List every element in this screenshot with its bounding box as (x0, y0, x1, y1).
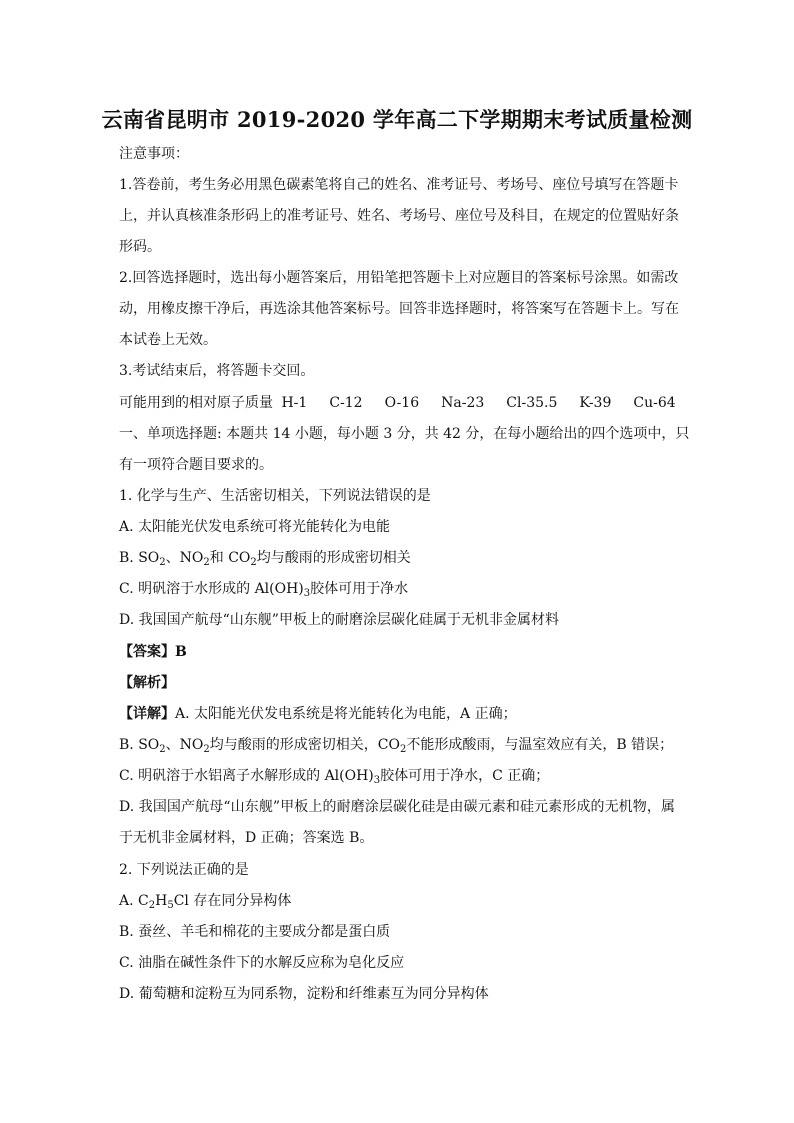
text-run: B. SO (119, 737, 160, 753)
notice-heading: 注意事项： (119, 146, 189, 162)
question-1-detail-d-line-2: 于无机非金属材料，D 正确；答案选 B。 (119, 830, 374, 846)
question-2-stem: 2. 下列说法正确的是 (119, 862, 249, 878)
question-2-option-b: B. 蚕丝、羊毛和棉花的主要成分都是蛋白质 (119, 924, 391, 940)
question-1-option-c (119, 579, 408, 599)
text-run: A. C (119, 893, 149, 909)
question-1-analysis-label: 【解析】 (119, 675, 175, 691)
question-2-option-a (119, 891, 291, 911)
question-1-detail-b (119, 735, 673, 755)
question-1-detail-c (119, 766, 549, 786)
subscript: 5 (167, 900, 174, 911)
atomic-mass-item: C-12 (329, 395, 363, 411)
atomic-mass-item: Na-23 (441, 395, 485, 411)
notice-item-2-line-3: 本试卷上无效。 (119, 332, 217, 348)
text-run: H (155, 893, 168, 909)
text-run: 和 CO (209, 550, 251, 566)
text-run: 均与酸雨的形成密切相关，CO (209, 737, 400, 753)
notice-item-1-line-2: 上，并认真核准条形码上的准考证号、姓名、考场号、座位号及科目，在规定的位置贴好条 (119, 208, 679, 224)
atomic-mass-line (119, 393, 698, 413)
question-1-detail-d-line-1: D. 我国国产航母“山东舰”甲板上的耐磨涂层碳化硅是由碳元素和硅元素形成的无机物，属 (119, 799, 675, 815)
notice-item-3: 3.考试结束后，将答题卡交回。 (119, 363, 315, 379)
detail-label: 【详解】 (119, 706, 175, 722)
atomic-mass-item: O-16 (384, 395, 420, 411)
notice-item-1-line-1: 1.答卷前，考生务必用黑色碳素笔将自己的姓名、准考证号、考场号、座位号填写在答题卡 (119, 177, 679, 193)
atomic-mass-item: Cu-64 (633, 395, 676, 411)
text-run: 、NO (165, 550, 204, 566)
subscript: 2 (159, 744, 166, 755)
section-1-heading-line-2: 有一项符合题目要求的。 (119, 457, 273, 473)
question-1-detail-a (119, 704, 517, 724)
subscript: 2 (399, 744, 407, 755)
notice-item-1-line-3: 形码。 (119, 239, 161, 255)
subscript: 3 (303, 588, 311, 599)
notice-item-2-line-2: 动，用橡皮擦干净后，再选涂其他答案标号。回答非选择题时，将答案写在答题卡上。写在 (119, 301, 679, 317)
question-1-stem: 1. 化学与生产、生活密切相关，下列说法错误的是 (119, 488, 431, 504)
text-run: C. 明矾溶于水铝离子水解形成的 Al(OH) (119, 768, 374, 784)
text-run: Cl 存在同分异构体 (173, 893, 292, 909)
question-1-option-d: D. 我国国产航母“山东舰”甲板上的耐磨涂层碳化硅属于无机非金属材料 (119, 612, 559, 628)
subscript: 3 (373, 775, 381, 786)
notice-item-2-line-1: 2.回答选择题时，选出每小题答案后，用铅笔把答题卡上对应题目的答案标号涂黑。如需改 (119, 270, 679, 286)
atomic-mass-item: Cl-35.5 (506, 395, 558, 411)
text-run: 均与酸雨的形成密切相关 (256, 550, 411, 566)
question-1-option-a: A. 太阳能光伏发电系统可将光能转化为电能 (119, 519, 391, 535)
subscript: 2 (250, 557, 257, 568)
atomic-mass-label: 可能用到的相对原子质量 (119, 395, 273, 411)
question-1-answer: 【答案】B (119, 644, 187, 660)
text-run: C. 明矾溶于水形成的 Al(OH) (119, 581, 304, 597)
page-title: 云南省昆明市 2019-2020 学年高二下学期期末考试质量检测 (101, 107, 693, 132)
text-run: B. SO (119, 550, 160, 566)
question-1-option-b (119, 548, 411, 568)
question-2-option-c: C. 油脂在碱性条件下的水解反应称为皂化反应 (119, 955, 405, 971)
atomic-mass-item: K-39 (579, 395, 612, 411)
subscript: 2 (203, 557, 210, 568)
text-run: 不能形成酸雨，与温室效应有关，B 错误； (406, 737, 674, 753)
text-run: 胶体可用于净水，C 正确； (380, 768, 550, 784)
text-run: 胶体可用于净水 (310, 581, 409, 597)
text-run: A. 太阳能光伏发电系统是将光能转化为电能，A 正确； (175, 706, 517, 722)
text-run: 、NO (165, 737, 204, 753)
subscript: 2 (148, 900, 156, 911)
subscript: 2 (203, 744, 210, 755)
section-1-heading-line-1: 一、单项选择题: 本题共 14 小题，每小题 3 分，共 42 分，在每小题给出的四个选项中，只 (119, 426, 690, 442)
atomic-mass-item: H-1 (281, 395, 308, 411)
subscript: 2 (159, 557, 166, 568)
question-2-option-d: D. 葡萄糖和淀粉互为同系物，淀粉和纤维素互为同分异构体 (119, 986, 489, 1002)
